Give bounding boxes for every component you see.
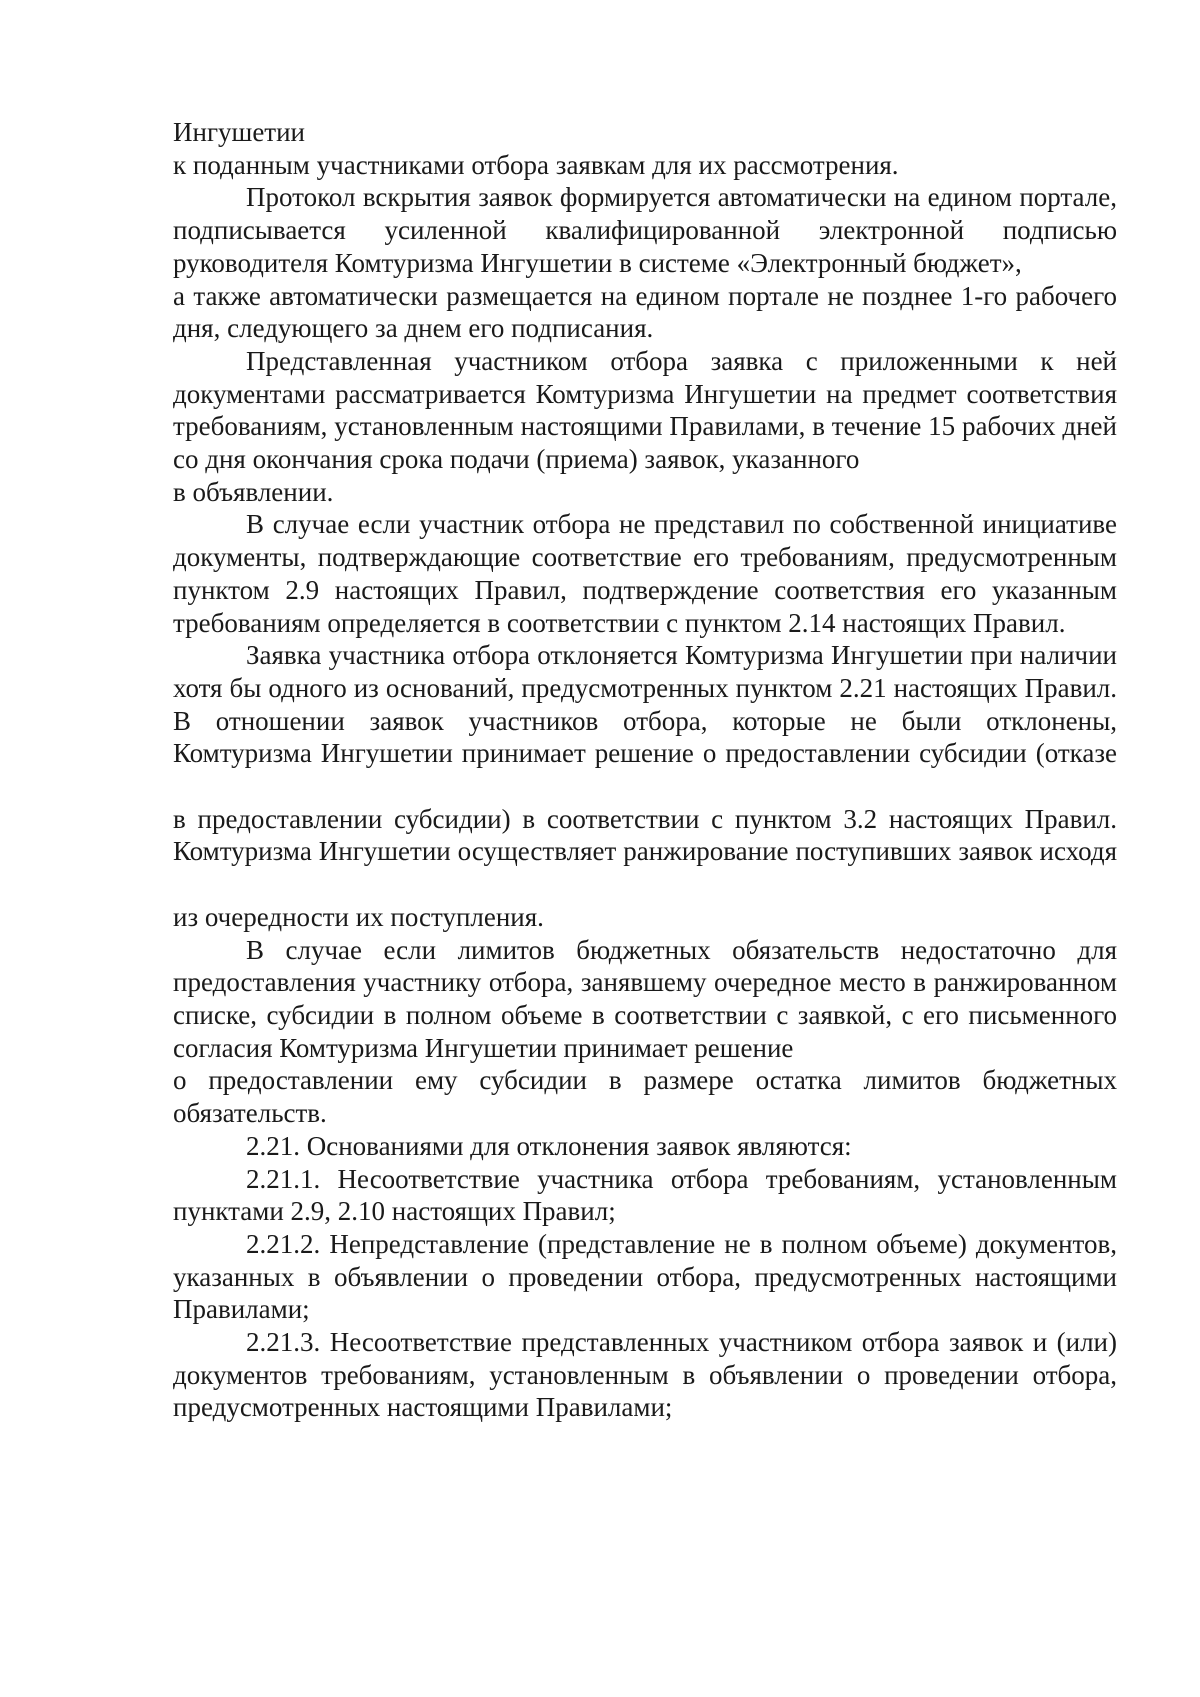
document-paragraph: 2.21.3. Несоответствие представленных участником отбора заявок и (или) документов требованиям, установленным в объявлении о проведении отбора, предусмотренных настоящими Правилами; [173,1327,1117,1423]
document-paragraph: Ингушетии [173,117,305,147]
document-paragraph: 2.21.1. Несоответствие участника отбора требованиям, установленным пунктами 2.9, 2.10 настоящих Правил; [173,1163,1117,1227]
document-paragraph: из очередности их поступления. [173,901,544,932]
document-paragraph: о предоставлении ему субсидии в размере остатка лимитов бюджетных обязательств. [173,1065,1117,1129]
document-paragraph: В случае если участник отбора не представил по собственной инициативе документы, подтверждающие соответствие его требованиям, предусмотренным пунктом 2.9 настоящих Правил, подтверждение соответствия его указанным требованиям определяется в соответствии с пунктом 2.14 настоящих Правил. [173,509,1117,638]
document-paragraph: Протокол вскрытия заявок формируется автоматически на едином портале, подписывается усиленной квалифицированной электронной подписью руководителя Комтуризма Ингушетии в системе «Электронный бюджет», [173,182,1117,278]
document-paragraph: в объявлении. [173,476,334,507]
document-paragraph: 2.21.2. Непредставление (представление не в полном объеме) документов, указанных в объявлении о проведении отбора, предусмотренных настоящими Правилами; [173,1228,1117,1325]
document-paragraph: в предоставлении субсидии) в соответствии с пунктом 3.2 настоящих Правил. Комтуризма Ингушетии осуществляет ранжирование поступивших заявок исходя [173,803,1117,867]
document-paragraph: В случае если лимитов бюджетных обязательств недостаточно для предоставления участнику отбора, занявшему очередное место в ранжированном списке, субсидии в полном объеме в соответствии с заявкой, с его письменного согласия Комтуризма Ингушетии принимает решение [173,934,1117,1063]
document-page [173,116,1117,1424]
document-paragraph: а также автоматически размещается на едином портале не позднее 1-го рабочего дня, следующего за днем его подписания. [173,280,1117,344]
document-paragraph: Заявка участника отбора отклоняется Комтуризма Ингушетии при наличии хотя бы одного из оснований, предусмотренных пунктом 2.21 настоящих Правил. В отношении заявок участников отбора, которые не были отклонены, Комтуризма Ингушетии принимает решение о предоставлении субсидии (отказе [173,640,1117,769]
document-paragraph: Представленная участником отбора заявка с приложенными к ней документами рассматривается Комтуризма Ингушетии на предмет соответствия требованиям, установленным настоящими Правилами, в течение 15 рабочих дней со дня окончания срока подачи (приема) заявок, указанного [173,345,1117,475]
document-paragraph: 2.21. Основаниями для отклонения заявок являются: [246,1130,852,1161]
document-paragraph: к поданным участниками отбора заявкам для их рассмотрения. [173,149,899,180]
